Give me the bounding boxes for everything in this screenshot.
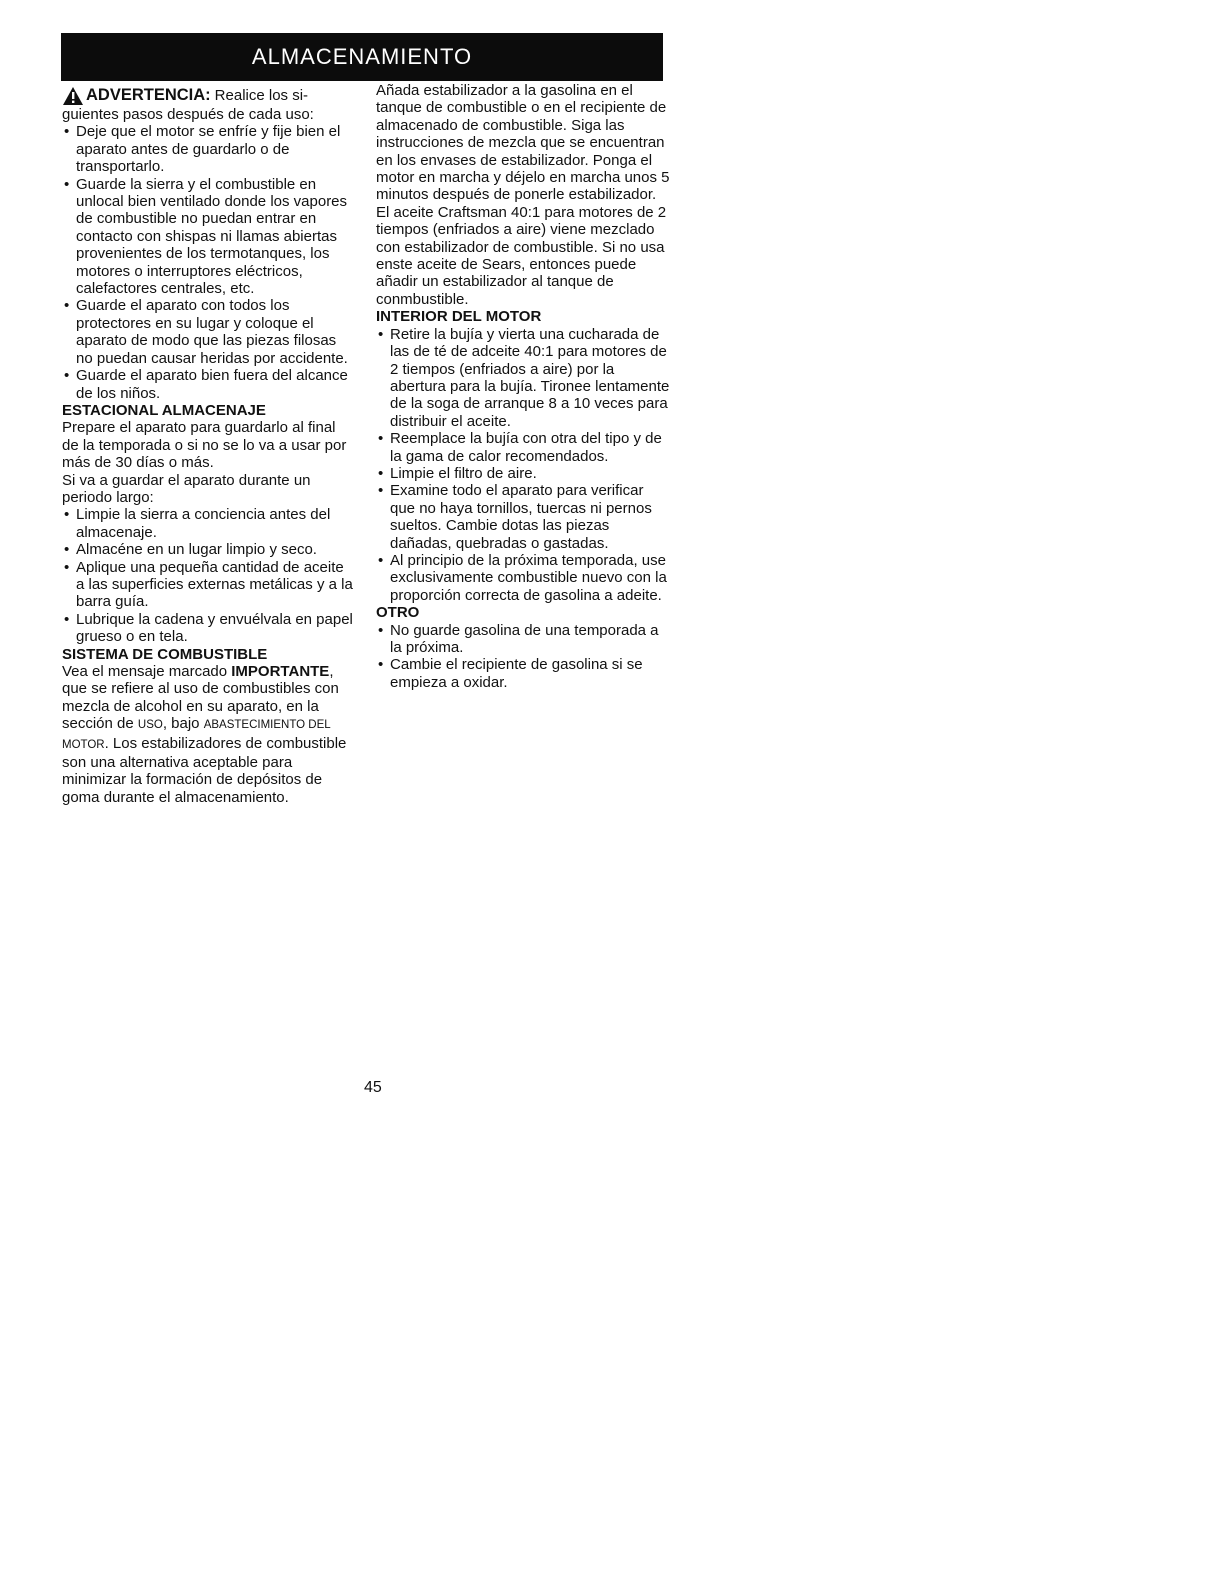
list-item: • Lubrique la cadena y envuélvala en papel grueso o en tela. [62, 611, 354, 646]
other-list [376, 622, 670, 692]
list-item: • Reemplace la bujía con otra del tipo y de la gama de calor recomendados. [376, 430, 670, 465]
warning-triangle-icon [62, 86, 84, 106]
list-item: • Deje que el motor se enfríe y fije bien el aparato antes de guardarlo o de transportarlo. [62, 123, 354, 175]
fuel-system-paragraph [62, 663, 354, 806]
list-item: • Cambie el recipiente de gasolina si se empieza a oxidar. [376, 656, 670, 691]
warning-label: ADVERTENCIA: [86, 86, 211, 105]
section-header [61, 33, 663, 81]
warning-list [62, 123, 354, 402]
list-item: • Almacéne en un lugar limpio y seco. [62, 541, 354, 558]
list-item: • Limpie la sierra a conciencia antes del almacenaje. [62, 506, 354, 541]
other-heading: OTRO [376, 604, 420, 622]
right-column [376, 82, 670, 691]
list-item: • Guarde el aparato con todos los protectores en su lugar y coloque el aparato de modo que las piezas filosas no puedan causar heridas por accidente. [62, 297, 354, 367]
seasonal-paragraph: Si va a guardar el aparato durante un periodo largo: [62, 471, 311, 506]
stabilizer-paragraph: Añada estabilizador a la gasolina en el tanque de combustible o en el recipiente de almacenado de combustible. Siga las instrucciones de mezcla que se encuentran en los envases de estabilizador. Ponga el motor en marcha y déjelo en marcha unos 5 minutos después de ponerle estabilizador. [376, 82, 670, 204]
text-run: Vea el mensaje marcado [62, 663, 232, 680]
text-run: , que se refiere al uso de combustibles con mezcla de alcohol en su aparato, en la sección de [62, 663, 339, 733]
important-keyword: IMPORTANTE [231, 663, 330, 680]
warning-intro: guientes pasos después de cada uso: [62, 106, 314, 123]
list-item: • Retire la bujía y vierta una cucharada de las de té de adceite 40:1 para motores de 2 tiempos (enfriados a aire) por la abertura para la bujía. Tironee lentamente de la soga de arranque 8 a 10 veces para distribuir el aceite. [376, 326, 670, 430]
text-run: , bajo [162, 715, 204, 733]
left-column [62, 86, 354, 806]
craftsman-oil-paragraph: El aceite Craftsman 40:1 para motores de 2 tiempos (enfriados a aire) viene mezclado con estabilizador de combustible. Si no usa enste aceite de Sears, entonces puede añadir un estabilizador al tanque de conmbustible. [376, 203, 667, 308]
list-item: • Aplique una pequeña cantidad de aceite a las superficies externas metálicas y a la barra guía. [62, 559, 354, 611]
list-item: • Examine todo el aparato para verificar que no haya tornillos, tuercas ni pernos sueltos. Cambie dotas las piezas dañadas, quebradas o gastadas. [376, 482, 670, 552]
seasonal-list [62, 506, 354, 645]
warning-intro-first: Realice los si- [214, 87, 309, 105]
text-run: . Los estabilizadores de combustible son una alternativa aceptable para minimizar la formación de depósitos de goma durante el almacenamiento. [62, 734, 347, 806]
list-item: • Al principio de la próxima temporada, use exclusivamente combustible nuevo con la proporción correcta de gasolina a adeite. [376, 552, 670, 604]
abastecimiento-reference: ABASTECIMIENTO DEL MOTOR [62, 719, 331, 751]
section-title: ALMACENAMIENTO [251, 44, 473, 69]
page-number: 45 [364, 1079, 382, 1096]
list-item: • Guarde el aparato bien fuera del alcance de los niños. [62, 367, 354, 402]
seasonal-heading: ESTACIONAL ALMACENAJE [62, 401, 266, 419]
list-item: • Limpie el filtro de aire. [376, 465, 670, 482]
list-item: • No guarde gasolina de una temporada a la próxima. [376, 622, 670, 657]
fuel-system-heading: SISTEMA DE COMBUSTIBLE [62, 645, 268, 663]
engine-interior-heading: INTERIOR DEL MOTOR [376, 308, 542, 326]
seasonal-paragraph: Prepare el aparato para guardarlo al final de la temporada o si no se lo va a usar por más de 30 días o más. [62, 419, 347, 472]
warning-line [62, 86, 354, 106]
engine-interior-list [376, 326, 670, 605]
list-item: • Guarde la sierra y el combustible en unlocal bien ventilado donde los vapores de combustible no puedan entrar en contacto con shispas ni llamas abiertas provenientes de los termotanques, los motores o interruptores eléctricos, calefactores centrales, etc. [62, 176, 354, 298]
uso-reference: USO [137, 719, 163, 732]
